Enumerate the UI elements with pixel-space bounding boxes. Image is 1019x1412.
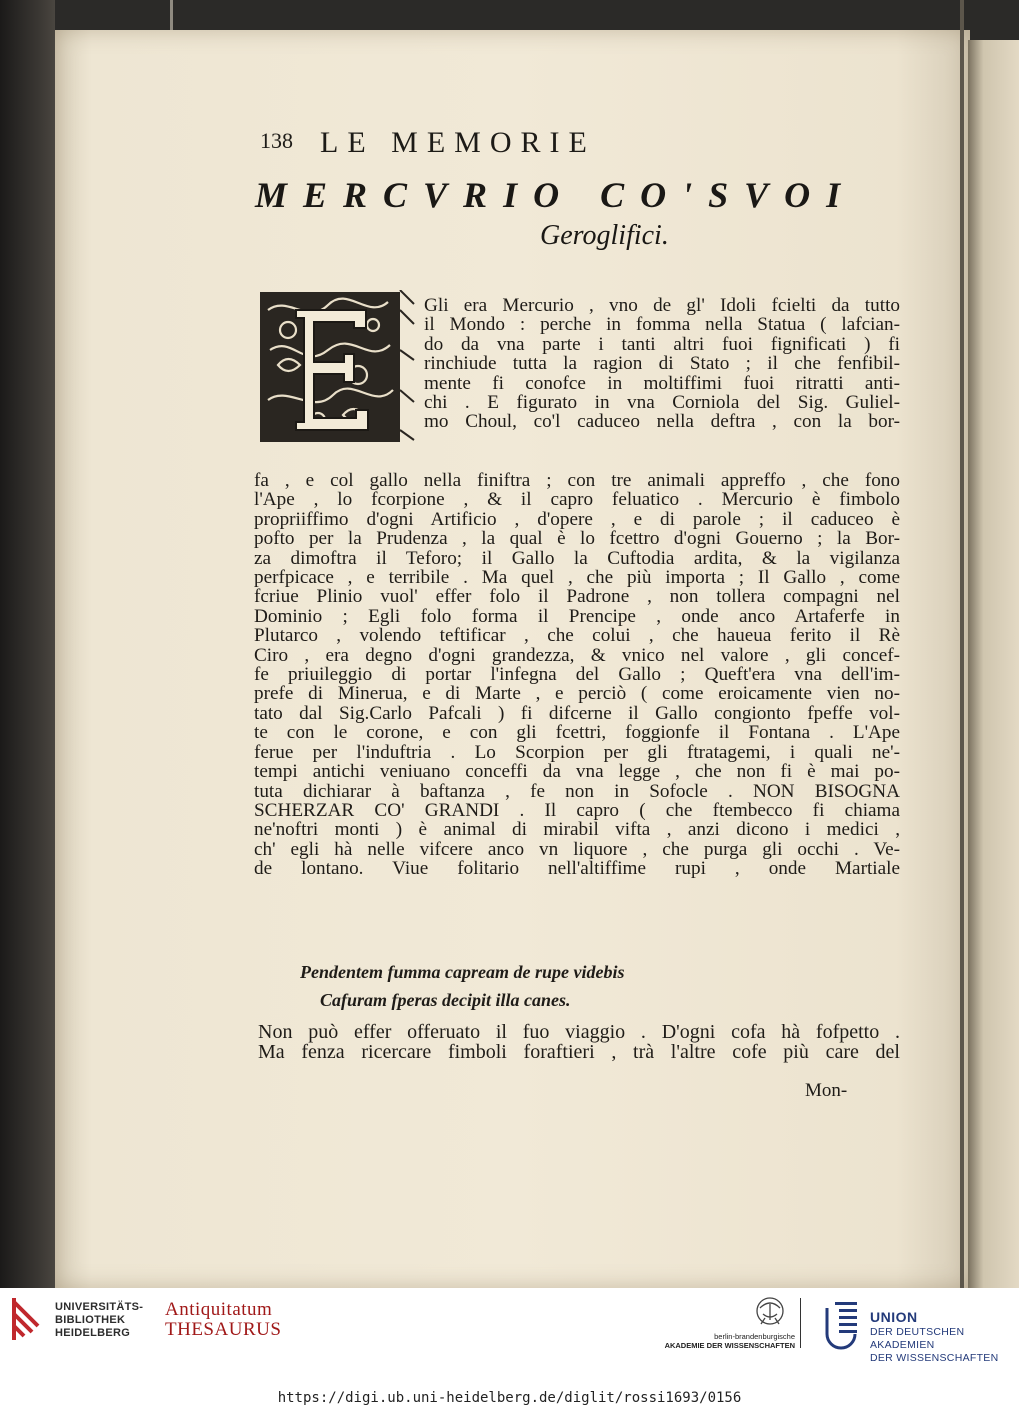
text-line: ferue per l'induftria . Lo Scorpion per gli ftratagemi, i quali ne'- [254,741,900,763]
text-line: perfpicace , e terribile . Ma quel , che più importa ; Il Gallo , come [254,567,900,589]
page-gutter [960,0,964,1288]
text-line: pofto per la Prudenza , la qual è lo fcettro d'ogni Gouerno ; la Bor- [254,528,900,550]
thesaurus-label: THESAURUS [165,1319,282,1340]
text-line: tato dal Sig.Carlo Pafcali ) fi difcerne il Gallo congionto fpeffe vol- [254,702,900,724]
text-line: Ciro , era degno d'ogni grandezza, & vnico nel valore , gli concef- [254,644,900,666]
verse-line-2: Cafuram fperas decipit illa canes. [320,990,571,1010]
text-line: ne'noftri monti ) è animal di mirabil vifta , anzi dicono i medici , [254,819,900,841]
text-line: il Mondo : perche in fomma nella Statua ( lafcian- [424,314,900,336]
section-title: MERCVRIO CO'SVOI [255,175,857,215]
text-line: ch' egli hà nelle vifcere anco vn liquore , che purga gli occhi . Ve- [254,838,900,860]
text-line: za dimoftra il Teforo; il Gallo la Cuftodia ardita, & la vigilanza [254,547,900,569]
antiquitatum-thesaurus-logo[interactable] [165,1300,281,1340]
decorated-initial-e-icon [258,290,416,448]
text-line: te con le corone, e con gli fcettri, foggionfe il Fontana . L'Ape [254,722,900,744]
text-line: tempi antichi veniuano conceffi da vna legge , che non fi è mai po- [254,761,900,783]
text-line: de lontano. Viue folitario nell'altiffime rupi , onde Martiale [254,858,900,880]
text-line: Non può effer offeruato il fuo viaggio . D'ogni cofa hà fofpetto . [258,1021,900,1043]
book-spine [0,0,55,1288]
running-header [260,126,860,166]
body-text-closing [258,1022,900,1062]
text-line: SCHERZAR CO' GRANDI . Il capro ( che ftembecco fi chiama [254,799,900,821]
text-line: fcriue Plinio vuol' effer folo il Padrone , non tollera compagni nel [254,586,900,608]
running-title: LE MEMORIE [320,126,596,159]
text-line: mo Choul, co'l caduceo nella deftra , con la bor- [424,411,900,433]
body-text-opening [424,296,900,432]
facing-page-edge [968,40,1019,1288]
body-text-main [254,471,900,879]
text-line: tuta dichiarar à baftanza , fe non in Sofocle . NON BISOGNA [254,780,900,802]
text-line: Plutarco , volendo teftificar , che colui , che haueua ferito il Rè [254,625,900,647]
text-line: rinchiude tutta la ragion di Stato ; il che fenfibil- [424,353,900,375]
page-edge-marker [170,0,173,34]
section-subtitle: Geroglifici. [540,220,669,251]
page-number: 138 [260,128,293,153]
footer-divider [800,1298,801,1348]
text-line: fa , e col gallo nella finiftra ; con tre animali appreffo , che fono [254,470,900,491]
bbaw-line-1: berlin-brandenburgische [714,1332,795,1341]
text-line: mente fi conofce in moltiffimi fuoi ritratti anti- [424,372,900,394]
uhd-library-logo-icon[interactable] [10,1296,46,1342]
union-line-2: DER DEUTSCHEN AKADEMIEN [870,1326,965,1351]
text-line: Gli era Mercurio , vno de gl' Idoli fcielti da tutto [424,295,900,316]
catchword: Mon- [805,1080,848,1101]
antiquitatum-label: Antiquitatum [165,1299,273,1320]
union-line-1: UNION [870,1309,918,1325]
uhd-library-name[interactable] [55,1301,143,1340]
bbaw-line-2: AKADEMIE DER WISSENSCHAFTEN [664,1341,795,1350]
text-line: propriiffimo d'ogni Artificio , d'opere , e di parole ; il caduceo è [254,508,900,530]
bbaw-name[interactable] [660,1332,795,1350]
union-academies-name[interactable] [870,1309,1019,1365]
union-line-3: DER WISSENSCHAFTEN [870,1352,999,1364]
text-line: prefe di Minerua, e di Marte , e perciò ( come eroicamente vien no- [254,683,900,705]
text-line: Dominio ; Egli folo forma il Prencipe , onde anco Artaferfe in [254,605,900,627]
union-academies-logo-icon[interactable] [823,1300,863,1352]
text-line: chi . E figurato in vna Corniola del Sig. Guliel- [424,392,900,414]
uhd-line: HEIDELBERG [55,1327,131,1339]
text-line: l'Ape , lo fcorpione , & il capro feluatico . Mercurio è fimbolo [254,489,900,511]
text-line: fe priuileggio di portar l'infegna del Gallo ; Queft'era vna dell'im- [254,664,900,686]
text-line: Ma fenza ricercare fimboli foraftieri , trà l'altre cofe più care del [258,1041,900,1063]
uhd-line: BIBLIOTHEK [55,1314,126,1326]
text-line: do da vna parte i tanti altri fuoi fignificati ) fi [424,333,900,355]
verse-line-1: Pendentem fumma capream de rupe videbis [300,962,625,982]
uhd-line: UNIVERSITÄTS- [55,1301,144,1313]
page-url[interactable]: https://digi.ub.uni-heidelberg.de/diglit/rossi1693/0156 [277,1390,742,1406]
